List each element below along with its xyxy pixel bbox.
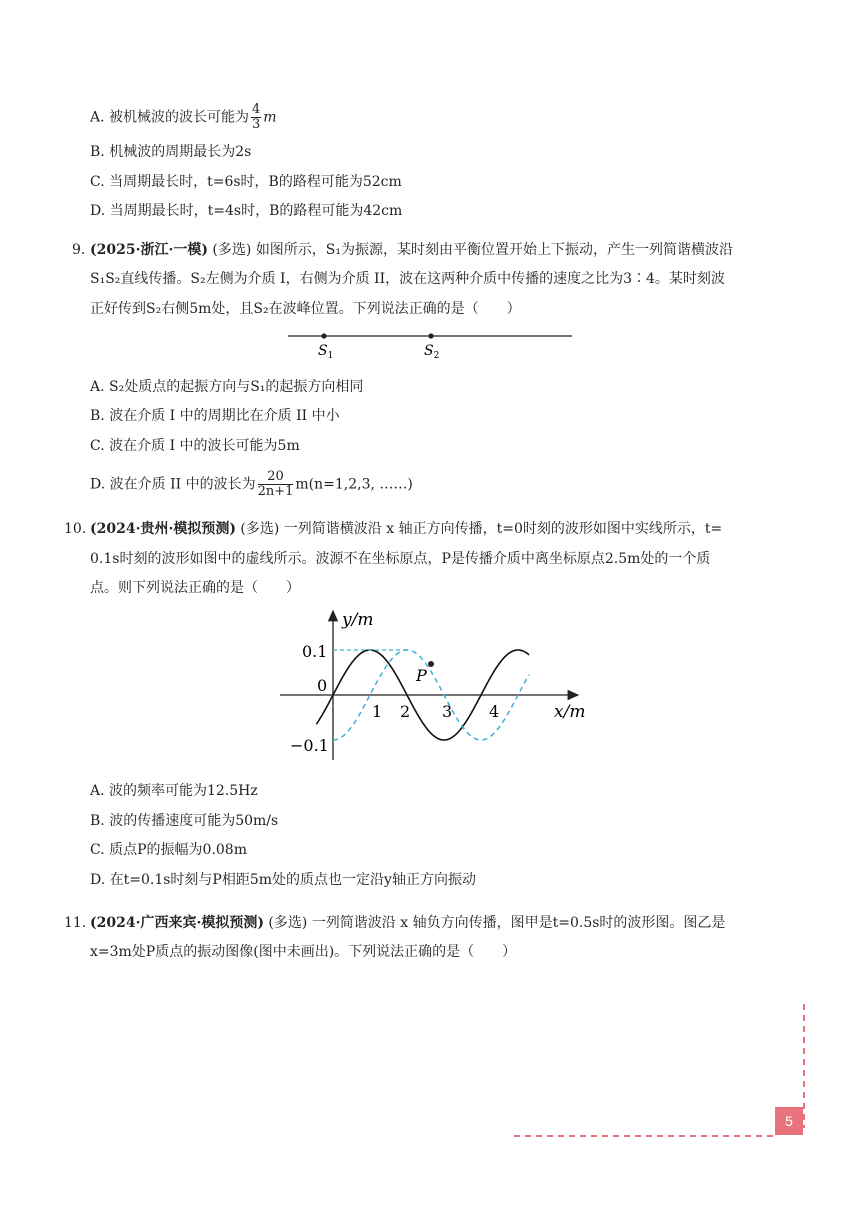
s1-label: $S_1$ xyxy=(318,343,334,361)
q9-option-c: C. 波在介质 I 中的波长可能为5m xyxy=(90,438,300,454)
q9-option-d xyxy=(90,470,413,499)
q8-option-c: C. 当周期最长时，t=6s时，B的路程可能为52cm xyxy=(90,174,402,190)
q9-option-a: A. S₂处质点的起振方向与S₁的起振方向相同 xyxy=(90,379,364,395)
x-tick-2: 2 xyxy=(400,702,411,721)
q10-option-b: B. 波的传播速度可能为50m/s xyxy=(90,813,279,829)
y-tick-bottom: −0.1 xyxy=(290,736,329,755)
q10-source-tag: (2024·贵州·模拟预测) xyxy=(90,521,236,537)
q9-stem-line-1 xyxy=(90,240,733,260)
x-tick-4: 4 xyxy=(489,702,500,721)
q10-option-d: D. 在t=0.1s时刻与P相距5m处的质点也一定沿y轴正方向振动 xyxy=(90,872,476,888)
y-tick-zero: 0 xyxy=(317,676,328,695)
q11-multi-tag: (多选) xyxy=(268,915,308,931)
q9-option-d-fraction: $\frac{20}{2n+1}$ xyxy=(257,469,294,499)
q10-wave-graph xyxy=(280,605,590,765)
q10-stem-line-2: 0.1s时刻的波形如图中的虚线所示。波源不在坐标原点，P是传播介质中离坐标原点2.5m处的一个质 xyxy=(90,551,711,567)
page-number: 5 xyxy=(775,1107,803,1135)
q11-stem-text-1: 一列简谐波沿 x 轴负方向传播，图甲是t=0.5s时的波形图。图乙是 xyxy=(311,915,726,931)
q11-stem-line-1 xyxy=(90,913,725,933)
q9-option-d-tail: m(n=1,2,3, ……) xyxy=(295,476,413,493)
s2-point xyxy=(428,333,433,338)
q10-multi-tag: (多选) xyxy=(240,521,280,537)
s2-label: $S_2$ xyxy=(424,343,440,361)
q11-stem-line-2: x=3m处P质点的振动图像(图中未画出)。下列说法正确的是（ ） xyxy=(90,944,517,960)
q8-option-d: D. 当周期最长时，t=4s时，B的路程可能为42cm xyxy=(90,203,403,219)
q9-option-b: B. 波在介质 I 中的周期比在介质 II 中小 xyxy=(90,408,340,424)
page-corner-decoration xyxy=(510,1000,810,1140)
q9-option-d-text: D. 波在介质 II 中的波长为 xyxy=(90,476,256,493)
q9-stem-line-3: 正好传到S₂右侧5m处，且S₂在波峰位置。下列说法正确的是（ ） xyxy=(90,301,521,317)
q10-stem-text-1: 一列简谐横波沿 x 轴正方向传播，t=0时刻的波形如图中实线所示，t= xyxy=(283,521,723,537)
y-tick-top: 0.1 xyxy=(302,642,328,661)
q10-stem-line-1 xyxy=(90,519,722,539)
q9-multi-tag: (多选) xyxy=(212,242,252,258)
point-p-label: P xyxy=(416,666,427,685)
q10-number: 10. xyxy=(64,521,87,537)
q9-source-tag: (2025·浙江·一模) xyxy=(90,242,208,258)
q8-option-a: A. 被机械波的波长可能为 $\frac{4}{3}$ m xyxy=(90,102,277,132)
point-p xyxy=(428,661,434,667)
q8-option-a-fraction: $\frac{4}{3}$ xyxy=(252,102,261,132)
q10-option-c: C. 质点P的振幅为0.08m xyxy=(90,842,247,858)
q11-source-tag: (2024·广西来宾·模拟预测) xyxy=(90,915,264,931)
q9-stem-text-1: 如图所示，S₁为振源，某时刻由平衡位置开始上下振动，产生一列简谐横波沿 xyxy=(255,242,734,258)
q9-number: 9. xyxy=(72,242,86,258)
q9-stem-line-2: S₁S₂直线传播。S₂左侧为介质 I，右侧为介质 II，波在这两种介质中传播的速度之比为3∶4。某时刻波 xyxy=(90,271,725,287)
q8-option-a-text: A. 被机械波的波长可能为 xyxy=(90,109,250,126)
q10-option-a: A. 波的频率可能为12.5Hz xyxy=(90,783,258,799)
q9-figure-line xyxy=(280,325,580,365)
s1-point xyxy=(321,333,326,338)
q10-stem-line-3: 点。则下列说法正确的是（ ） xyxy=(90,580,300,596)
q8-option-b: B. 机械波的周期最长为2s xyxy=(90,144,252,160)
y-axis-label: y/m xyxy=(342,610,374,630)
q11-number: 11. xyxy=(64,915,87,931)
x-tick-1: 1 xyxy=(372,702,383,721)
x-tick-3: 3 xyxy=(442,702,453,721)
x-axis-label: x/m xyxy=(554,702,586,722)
